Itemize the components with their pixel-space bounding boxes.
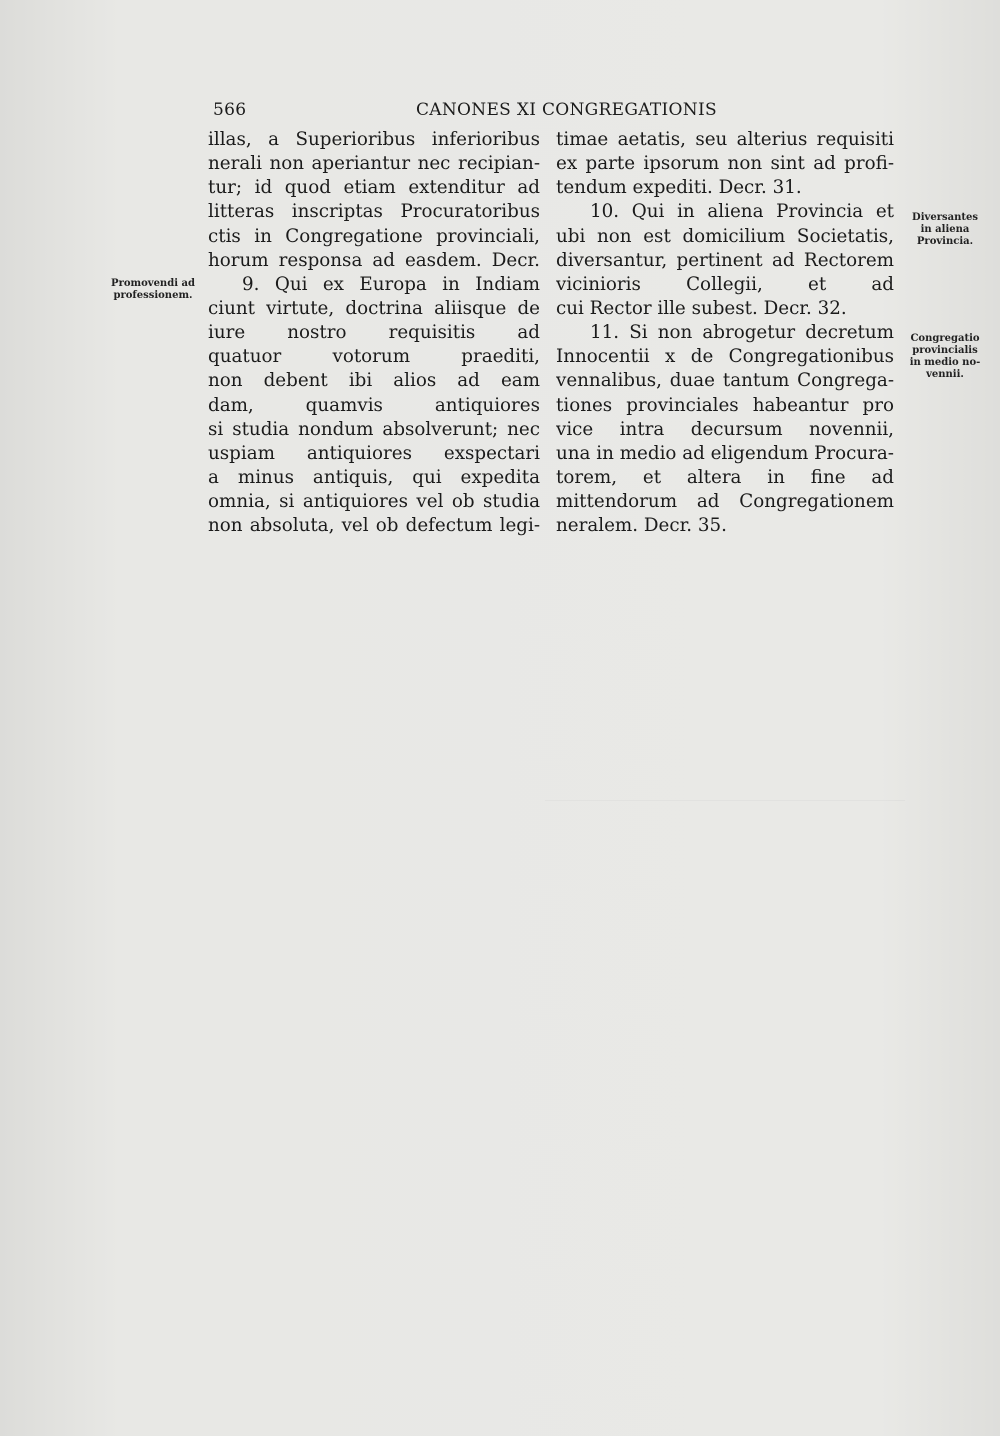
- margin-note-line: vennii.: [926, 369, 964, 380]
- text-line: iure nostro requisitis ad: [208, 322, 540, 344]
- left-text-column: [208, 128, 540, 538]
- margin-note-promovendi: [104, 278, 202, 302]
- text-line: torem, et altera in fine ad: [556, 466, 894, 488]
- text-line: a minus antiquis, qui expedita: [208, 466, 540, 488]
- text-line: una in medio ad eligendum Procura-: [556, 442, 894, 464]
- text-line: horum responsa ad easdem. Decr.: [208, 249, 540, 271]
- text-line: nerali non aperiantur nec recipian-: [208, 153, 540, 175]
- text-line: ubi non est domicilium Societatis,: [556, 225, 894, 247]
- text-line: mittendorum ad Congregationem: [556, 491, 894, 513]
- margin-note-line: Provincia.: [916, 236, 974, 247]
- text-line: litteras inscriptas Procuratoribus: [208, 201, 540, 223]
- text-line: ex parte ipsorum non sint ad profi-: [556, 153, 894, 175]
- text-line: vicinioris Collegii, et ad: [556, 273, 894, 295]
- text-line: non debent ibi alios ad eam: [208, 370, 540, 392]
- text-line: uspiam antiquiores exspectari: [208, 442, 540, 464]
- text-line: tiones provinciales habeantur pro: [556, 394, 894, 416]
- text-line: tur; id quod etiam extenditur ad: [208, 177, 540, 199]
- page-header: [213, 100, 901, 126]
- text-line: cui Rector ille subest. Decr. 32.: [556, 297, 847, 319]
- margin-note-line: in medio no-: [909, 357, 981, 368]
- margin-note-line: provincialis: [912, 345, 978, 356]
- margin-note-congregatio: [905, 333, 985, 381]
- text-line: Innocentii x de Congregationibus: [556, 346, 894, 368]
- text-line: tendum expediti. Decr. 31.: [556, 177, 802, 199]
- margin-note-line: Congregatio: [910, 333, 980, 344]
- page-number: 566: [213, 100, 247, 120]
- running-title: CANONES XI CONGREGATIONIS: [416, 100, 717, 120]
- right-text-column: [556, 128, 894, 538]
- text-line: timae aetatis, seu alterius requisiti: [556, 129, 894, 150]
- text-line: dam, quamvis antiquiores: [208, 394, 540, 416]
- text-line: illas, a Superioribus inferioribus: [208, 129, 540, 150]
- text-line: ctis in Congregatione provinciali,: [208, 225, 540, 247]
- margin-note-line: Promovendi ad: [111, 278, 195, 289]
- text-line: neralem. Decr. 35.: [556, 515, 727, 537]
- text-line: quatuor votorum praediti,: [208, 346, 540, 368]
- margin-note-line: Diversantes: [912, 212, 978, 223]
- text-line: vennalibus, duae tantum Congrega-: [556, 370, 894, 392]
- text-line: non absoluta, vel ob defectum legi-: [208, 515, 540, 537]
- text-line: 9. Qui ex Europa in Indiam: [242, 273, 540, 295]
- margin-note-line: in aliena: [920, 224, 970, 235]
- show-through-line: [545, 800, 905, 801]
- text-line: si studia nondum absolverunt; nec: [208, 418, 540, 440]
- margin-note-line: professionem.: [113, 290, 193, 301]
- text-line: diversantur, pertinent ad Rectorem: [556, 249, 894, 271]
- margin-note-diversantes: [908, 212, 982, 248]
- text-line: 10. Qui in aliena Provincia et: [590, 201, 894, 223]
- text-line: vice intra decursum novennii,: [556, 418, 894, 440]
- text-line: 11. Si non abrogetur decretum: [590, 322, 894, 344]
- text-line: ciunt virtute, doctrina aliisque de: [208, 297, 540, 319]
- text-line: omnia, si antiquiores vel ob studia: [208, 491, 540, 513]
